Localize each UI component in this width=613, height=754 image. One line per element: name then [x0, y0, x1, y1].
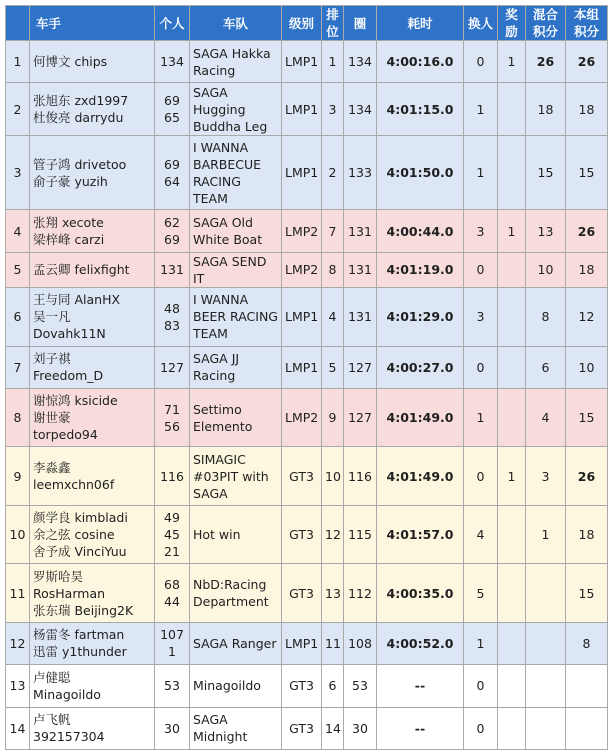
table-row: [6, 41, 608, 83]
team-name-line: Hugging: [193, 101, 246, 117]
cell-team: [190, 665, 282, 707]
cell-personal: [155, 252, 190, 287]
personal-laps: 131: [160, 262, 184, 278]
cell-class-points: 10: [566, 346, 608, 388]
personal-laps: 134: [160, 54, 184, 70]
cell-rank: 8: [322, 252, 344, 287]
cell-class: LMP1: [282, 622, 322, 664]
cell-driver: [30, 564, 155, 622]
cell-reward: 1: [498, 41, 526, 83]
cell-class: GT3: [282, 447, 322, 505]
cell-laps: 53: [344, 665, 377, 707]
cell-laps: 133: [344, 135, 377, 210]
table-row: [6, 564, 608, 622]
cell-no: 13: [6, 665, 30, 707]
cell-mixed-points: 18: [526, 83, 566, 135]
team-name-line: BEER RACING: [193, 309, 278, 325]
cell-driver: [30, 210, 155, 252]
cell-personal: [155, 505, 190, 563]
team-name-line: Department: [193, 594, 269, 610]
cell-no: 6: [6, 288, 30, 346]
cell-swap: 0: [464, 707, 498, 750]
cell-team: [190, 564, 282, 622]
results-table: [5, 5, 608, 750]
cell-swap: 5: [464, 564, 498, 622]
cell-personal: [155, 83, 190, 135]
results-body: [6, 41, 608, 750]
personal-laps: 71: [164, 401, 180, 417]
cell-no: 12: [6, 622, 30, 664]
cell-swap: 0: [464, 41, 498, 83]
cell-swap: 1: [464, 135, 498, 210]
cell-class: GT3: [282, 707, 322, 750]
cell-laps: 112: [344, 564, 377, 622]
cell-rank: 7: [322, 210, 344, 252]
table-row: [6, 346, 608, 388]
cell-reward: [498, 564, 526, 622]
personal-laps: 69: [164, 93, 180, 109]
driver-name: Freedom_D: [33, 368, 104, 384]
header-class: 级别: [282, 6, 322, 41]
cell-reward: 1: [498, 210, 526, 252]
table-row: [6, 83, 608, 135]
cell-personal: [155, 447, 190, 505]
team-name-line: TEAM: [193, 326, 228, 342]
cell-team: [190, 288, 282, 346]
cell-laps: 131: [344, 288, 377, 346]
header-time: 耗时: [377, 6, 464, 41]
header-driver: 车手: [30, 6, 155, 41]
cell-no: 10: [6, 505, 30, 563]
driver-name: 王与同 AlanHX: [33, 292, 121, 308]
header-personal: 个人: [155, 6, 190, 41]
cell-mixed-points: [526, 707, 566, 750]
driver-name: 何博文 chips: [33, 54, 108, 70]
cell-reward: 1: [498, 447, 526, 505]
table-row: [6, 288, 608, 346]
cell-mixed-points: 8: [526, 288, 566, 346]
cell-class: GT3: [282, 564, 322, 622]
header-reward: 奖励: [498, 6, 526, 41]
cell-swap: 1: [464, 622, 498, 664]
cell-swap: 0: [464, 252, 498, 287]
team-name-line: TEAM: [193, 190, 228, 206]
cell-team: [190, 447, 282, 505]
personal-laps: 49: [164, 510, 180, 526]
header-team: 车队: [190, 6, 282, 41]
driver-name: 卢健聪: [33, 669, 71, 685]
driver-name: 梁梓峰 carzi: [33, 232, 105, 248]
team-name-line: SAGA SEND: [193, 253, 267, 269]
cell-team: [190, 135, 282, 210]
driver-name: 卢飞帆: [33, 712, 71, 728]
cell-driver: [30, 447, 155, 505]
cell-swap: 1: [464, 83, 498, 135]
cell-class: LMP1: [282, 288, 322, 346]
cell-laps: 131: [344, 210, 377, 252]
header-no: [6, 6, 30, 41]
team-name-line: SAGA JJ: [193, 351, 240, 367]
cell-no: 7: [6, 346, 30, 388]
cell-time: 4:00:27.0: [377, 346, 464, 388]
cell-no: 3: [6, 135, 30, 210]
cell-class: LMP1: [282, 41, 322, 83]
driver-name: 刘子祺: [33, 351, 71, 367]
cell-personal: [155, 288, 190, 346]
cell-personal: [155, 210, 190, 252]
cell-team: [190, 41, 282, 83]
driver-name: 张旭东 zxd1997: [33, 93, 129, 109]
cell-mixed-points: [526, 622, 566, 664]
team-name-line: Racing: [193, 368, 236, 384]
driver-name: Dovahk11N: [33, 326, 106, 342]
cell-reward: [498, 505, 526, 563]
table-row: [6, 622, 608, 664]
cell-driver: [30, 622, 155, 664]
cell-time: --: [377, 665, 464, 707]
cell-class: LMP2: [282, 210, 322, 252]
cell-swap: 1: [464, 388, 498, 446]
cell-mixed-points: 13: [526, 210, 566, 252]
cell-time: 4:01:49.0: [377, 388, 464, 446]
team-name-line: SAGA Hakka: [193, 45, 271, 61]
cell-reward: [498, 388, 526, 446]
driver-name: 杜俊亮 darrydu: [33, 110, 124, 126]
cell-driver: [30, 665, 155, 707]
cell-laps: 30: [344, 707, 377, 750]
cell-no: 5: [6, 252, 30, 287]
driver-name: 谢惊鸿 ksicide: [33, 393, 118, 409]
cell-laps: 134: [344, 41, 377, 83]
team-name-line: SAGA Ranger: [193, 635, 277, 651]
header-mixed-points: 混合积分: [526, 6, 566, 41]
cell-no: 9: [6, 447, 30, 505]
table-row: [6, 447, 608, 505]
cell-mixed-points: 1: [526, 505, 566, 563]
team-name-line: I WANNA: [193, 292, 249, 308]
cell-rank: 10: [322, 447, 344, 505]
driver-name: 俞子豪 yuzih: [33, 173, 108, 189]
cell-mixed-points: 4: [526, 388, 566, 446]
personal-laps: 21: [164, 544, 180, 560]
cell-class-points: 15: [566, 388, 608, 446]
team-name-line: SAGA: [193, 84, 228, 100]
cell-rank: 2: [322, 135, 344, 210]
cell-driver: [30, 83, 155, 135]
cell-class-points: 8: [566, 622, 608, 664]
driver-name: 迅雷 y1thunder: [33, 644, 127, 660]
team-name-line: Elemento: [193, 418, 253, 434]
cell-team: [190, 346, 282, 388]
personal-laps: 107: [160, 627, 184, 643]
team-name-line: Minagoildo: [193, 678, 261, 694]
team-name-line: White Boat: [193, 232, 263, 248]
table-row: [6, 505, 608, 563]
header-rank: 排位: [322, 6, 344, 41]
cell-laps: 134: [344, 83, 377, 135]
driver-name: 谢世豪: [33, 410, 71, 426]
cell-team: [190, 210, 282, 252]
cell-time: --: [377, 707, 464, 750]
team-name-line: Racing: [193, 62, 236, 78]
team-name-line: SAGA Old: [193, 215, 253, 231]
cell-class-points: 26: [566, 210, 608, 252]
cell-no: 4: [6, 210, 30, 252]
driver-name: RosHarman: [33, 585, 106, 601]
cell-class: LMP1: [282, 346, 322, 388]
cell-driver: [30, 388, 155, 446]
personal-laps: 64: [164, 173, 180, 189]
team-name-line: Settimo: [193, 401, 242, 417]
team-name-line: #03PIT with: [193, 468, 269, 484]
team-name-line: SIMAGIC: [193, 451, 246, 467]
cell-driver: [30, 135, 155, 210]
cell-rank: 3: [322, 83, 344, 135]
driver-name: Minagoildo: [33, 686, 101, 702]
cell-team: [190, 707, 282, 750]
cell-personal: [155, 622, 190, 664]
cell-reward: [498, 252, 526, 287]
cell-time: 4:01:15.0: [377, 83, 464, 135]
cell-personal: [155, 346, 190, 388]
personal-laps: 48: [164, 300, 180, 316]
personal-laps: 116: [160, 468, 184, 484]
driver-name: 罗斯哈昊: [33, 568, 84, 584]
cell-time: 4:01:50.0: [377, 135, 464, 210]
cell-class-points: [566, 707, 608, 750]
cell-class: LMP1: [282, 135, 322, 210]
cell-rank: 11: [322, 622, 344, 664]
personal-laps: 56: [164, 418, 180, 434]
personal-laps: 62: [164, 215, 180, 231]
cell-laps: 127: [344, 388, 377, 446]
header-swap: 换人: [464, 6, 498, 41]
driver-name: torpedo94: [33, 427, 98, 443]
driver-name: 吴一凡: [33, 309, 71, 325]
table-row: [6, 665, 608, 707]
cell-no: 1: [6, 41, 30, 83]
cell-class-points: 26: [566, 41, 608, 83]
driver-name: 舍予成 VinciYuu: [33, 544, 127, 560]
table-row: [6, 135, 608, 210]
cell-class-points: 18: [566, 252, 608, 287]
cell-class-points: 26: [566, 447, 608, 505]
cell-mixed-points: [526, 665, 566, 707]
cell-rank: 14: [322, 707, 344, 750]
cell-time: 4:00:35.0: [377, 564, 464, 622]
cell-swap: 4: [464, 505, 498, 563]
table-row: [6, 210, 608, 252]
cell-swap: 3: [464, 210, 498, 252]
driver-name: 李淼鑫: [33, 460, 71, 476]
driver-name: 张东瑞 Beijing2K: [33, 602, 134, 618]
cell-mixed-points: 15: [526, 135, 566, 210]
driver-name: 余之弦 cosine: [33, 527, 115, 543]
personal-laps: 83: [164, 317, 180, 333]
cell-reward: [498, 665, 526, 707]
cell-driver: [30, 41, 155, 83]
cell-team: [190, 388, 282, 446]
cell-rank: 13: [322, 564, 344, 622]
cell-no: 14: [6, 707, 30, 750]
cell-class: LMP1: [282, 83, 322, 135]
cell-driver: [30, 252, 155, 287]
header-class-points: 本组积分: [566, 6, 608, 41]
cell-rank: 12: [322, 505, 344, 563]
cell-no: 2: [6, 83, 30, 135]
cell-driver: [30, 346, 155, 388]
cell-rank: 5: [322, 346, 344, 388]
personal-laps: 53: [164, 678, 180, 694]
cell-swap: 0: [464, 665, 498, 707]
personal-laps: 69: [164, 232, 180, 248]
cell-mixed-points: 3: [526, 447, 566, 505]
personal-laps: 65: [164, 110, 180, 126]
personal-laps: 68: [164, 577, 180, 593]
team-name-line: RACING: [193, 173, 241, 189]
cell-personal: [155, 665, 190, 707]
cell-class-points: 18: [566, 83, 608, 135]
driver-name: 孟云卿 felixfight: [33, 262, 130, 278]
cell-reward: [498, 707, 526, 750]
cell-swap: 0: [464, 447, 498, 505]
cell-rank: 9: [322, 388, 344, 446]
team-name-line: SAGA: [193, 712, 228, 728]
cell-team: [190, 252, 282, 287]
cell-class: GT3: [282, 505, 322, 563]
cell-reward: [498, 135, 526, 210]
cell-time: 4:01:19.0: [377, 252, 464, 287]
cell-rank: 1: [322, 41, 344, 83]
cell-mixed-points: [526, 564, 566, 622]
cell-laps: 108: [344, 622, 377, 664]
cell-laps: 116: [344, 447, 377, 505]
cell-laps: 127: [344, 346, 377, 388]
team-name-line: Buddha Leg: [193, 118, 268, 134]
cell-reward: [498, 346, 526, 388]
cell-driver: [30, 505, 155, 563]
cell-mixed-points: 10: [526, 252, 566, 287]
cell-personal: [155, 707, 190, 750]
cell-time: 4:01:29.0: [377, 288, 464, 346]
cell-class-points: 18: [566, 505, 608, 563]
cell-personal: [155, 564, 190, 622]
cell-mixed-points: 6: [526, 346, 566, 388]
cell-laps: 115: [344, 505, 377, 563]
personal-laps: 44: [164, 594, 180, 610]
cell-class-points: 15: [566, 564, 608, 622]
cell-class: LMP2: [282, 252, 322, 287]
cell-time: 4:00:52.0: [377, 622, 464, 664]
cell-class: LMP2: [282, 388, 322, 446]
driver-name: 张翔 xecote: [33, 215, 104, 231]
driver-name: leemxchn06f: [33, 477, 115, 493]
table-row: [6, 707, 608, 750]
cell-swap: 0: [464, 346, 498, 388]
driver-name: 管子鸿 drivetoo: [33, 156, 127, 172]
cell-driver: [30, 707, 155, 750]
cell-team: [190, 622, 282, 664]
cell-class: GT3: [282, 665, 322, 707]
cell-personal: [155, 388, 190, 446]
cell-reward: [498, 83, 526, 135]
cell-mixed-points: 26: [526, 41, 566, 83]
team-name-line: SAGA: [193, 485, 228, 501]
cell-time: 4:01:57.0: [377, 505, 464, 563]
table-row: [6, 388, 608, 446]
team-name-line: IT: [193, 270, 205, 286]
personal-laps: 69: [164, 156, 180, 172]
cell-time: 4:00:44.0: [377, 210, 464, 252]
driver-name: 392157304: [33, 729, 105, 745]
personal-laps: 45: [164, 527, 180, 543]
cell-reward: [498, 622, 526, 664]
cell-swap: 3: [464, 288, 498, 346]
cell-rank: 4: [322, 288, 344, 346]
cell-personal: [155, 135, 190, 210]
cell-time: 4:01:49.0: [377, 447, 464, 505]
team-name-line: Midnight: [193, 729, 248, 745]
team-name-line: Hot win: [193, 527, 241, 543]
team-name-line: BARBECUE: [193, 156, 262, 172]
cell-class-points: 15: [566, 135, 608, 210]
header-laps: 圈: [344, 6, 377, 41]
team-name-line: NbD:Racing: [193, 577, 267, 593]
cell-class-points: 12: [566, 288, 608, 346]
cell-no: 11: [6, 564, 30, 622]
personal-laps: 30: [164, 720, 180, 736]
cell-rank: 6: [322, 665, 344, 707]
cell-reward: [498, 288, 526, 346]
cell-team: [190, 83, 282, 135]
cell-class-points: [566, 665, 608, 707]
driver-name: 杨雷冬 fartman: [33, 627, 125, 643]
cell-no: 8: [6, 388, 30, 446]
team-name-line: I WANNA: [193, 139, 249, 155]
cell-personal: [155, 41, 190, 83]
cell-driver: [30, 288, 155, 346]
personal-laps: 127: [160, 359, 184, 375]
table-row: [6, 252, 608, 287]
header-row: [6, 6, 608, 41]
driver-name: 颜学良 kimbladi: [33, 510, 128, 526]
cell-laps: 131: [344, 252, 377, 287]
personal-laps: 1: [168, 644, 176, 660]
cell-team: [190, 505, 282, 563]
cell-time: 4:00:16.0: [377, 41, 464, 83]
